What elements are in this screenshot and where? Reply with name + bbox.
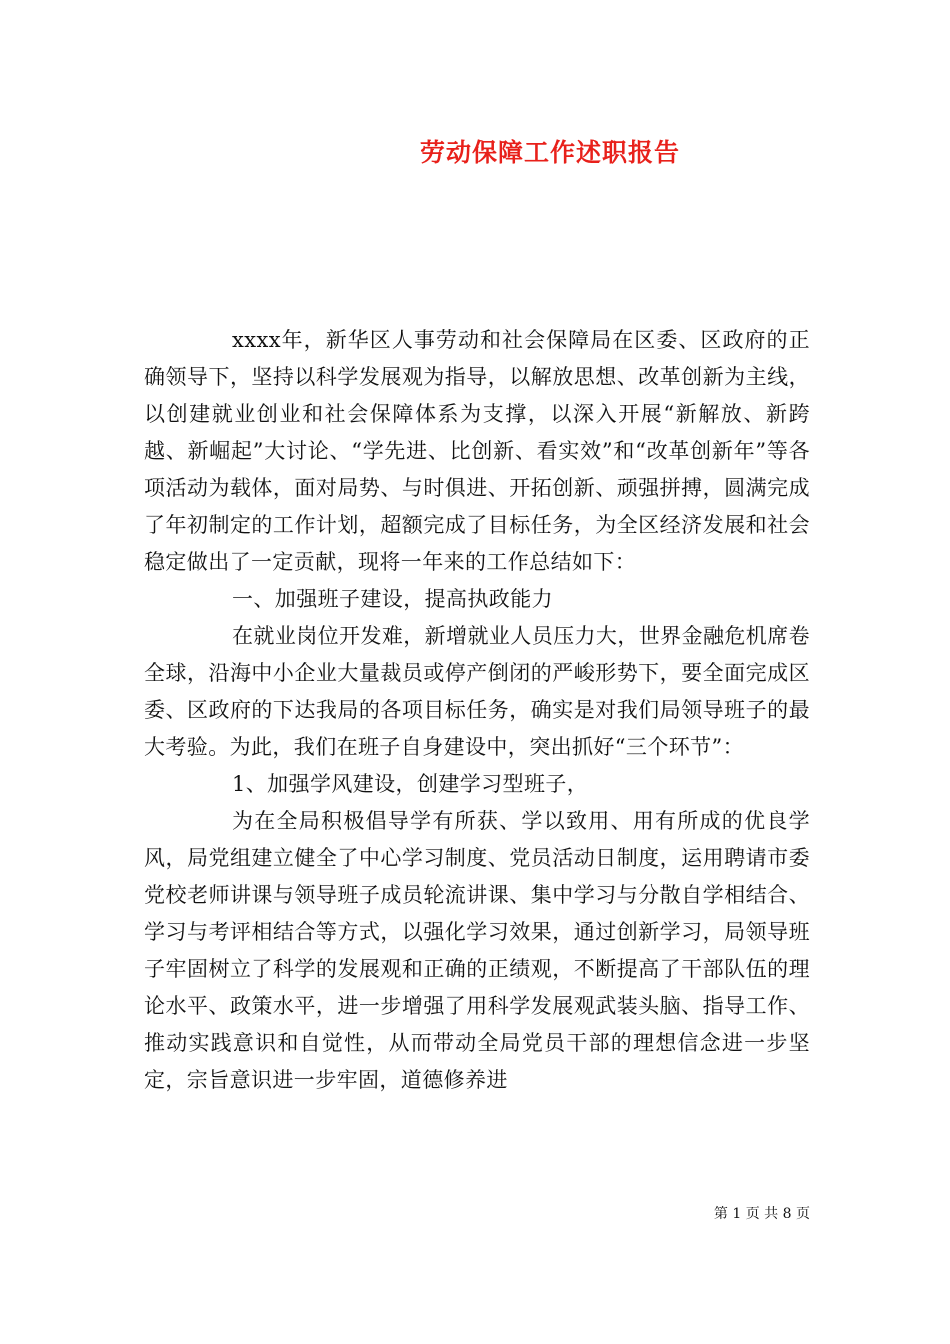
subheading-1: 1、加强学风建设，创建学习型班子， [232,772,589,796]
section-heading-1: 一、加强班子建设，提高执政能力 [232,587,553,611]
paragraph-section-1: 在就业岗位开发难，新增就业人员压力大，世界金融危机席卷全球，沿海中小企业大量裁员或停产倒闭的严峻形势下，要全面完成区委、区政府的下达我局的各项目标任务，确实是对我们局领导班子的最大考验。为此，我们在班子自身建设中，突出抓好“三个环节”： [144,624,810,759]
document-title: 劳动保障工作述职报告 [419,138,680,167]
paragraph-intro: xxxx年，新华区人事劳动和社会保障局在区委、区政府的正确领导下，坚持以科学发展观为指导，以解放思想、改革创新为主线，以创建就业创业和社会保障体系为支撑，以深入开展“新解放、新跨越、新崛起”大讨论、“学先进、比创新、看实效”和“改革创新年”等各项活动为载体，面对局势、与时俱进、开拓创新、顽强拼搏，圆满完成了年初制定的工作计划，超额完成了目标任务，为全区经济发展和社会稳定做出了一定贡献，现将一年来的工作总结如下： [144,328,810,574]
page-number: 第 1 页 共 8 页 [713,1206,810,1222]
paragraph-subsection-1: 为在全局积极倡导学有所获、学以致用、用有所成的优良学风，局党组建立健全了中心学习制度、党员活动日制度，运用聘请市委党校老师讲课与领导班子成员轮流讲课、集中学习与分散自学相结合、学习与考评相结合等方式，以强化学习效果，通过创新学习，局领导班子牢固树立了科学的发展观和正确的正绩观，不断提高了干部队伍的理论水平、政策水平，进一步增强了用科学发展观武装头脑、指导工作、推动实践意识和自觉性，从而带动全局党员干部的理想信念进一步坚定，宗旨意识进一步牢固，道德修养进 [144,809,810,1092]
document-body [144,322,810,1099]
